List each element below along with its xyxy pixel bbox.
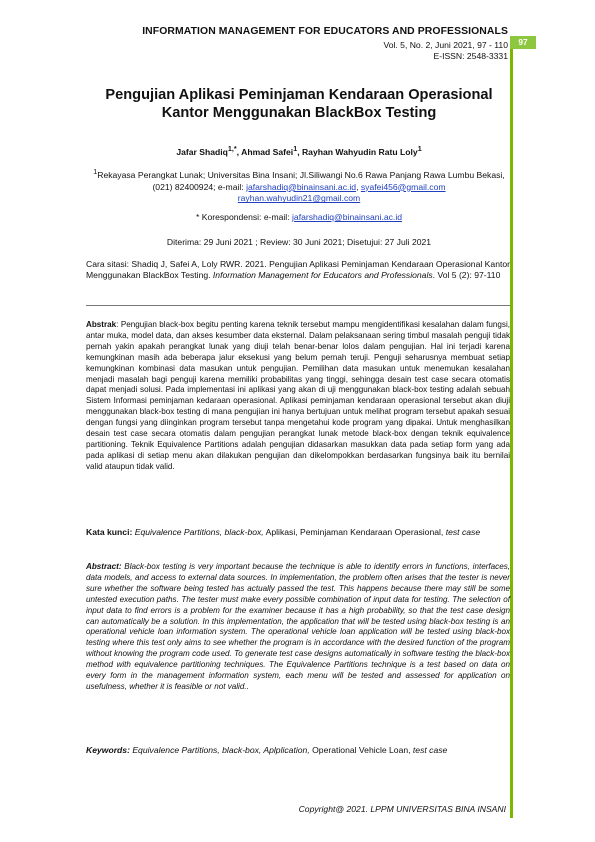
kata-kunci-italic: Equivalence Partitions, black-box, xyxy=(132,527,264,537)
kata-kunci-label: Kata kunci: xyxy=(86,527,133,537)
citation xyxy=(86,259,510,282)
paper-title-line-1: Pengujian Aplikasi Peminjaman Kendaraan Operasional xyxy=(105,87,493,103)
abstract-english xyxy=(86,562,510,693)
keywords-plain: Operational Vehicle Loan, xyxy=(309,745,411,755)
kata-kunci-italic-2: test case xyxy=(443,527,481,537)
paper-title-line-2: Kantor Menggunakan BlackBox Testing xyxy=(161,105,437,121)
author-name: Jafar Shadiq xyxy=(176,146,228,157)
citation-text: Cara sitasi: Shadiq J, Safei A, Loly RWR. 2021. Pengujian Aplikasi Peminjaman Kendaraan Operasional Kantor Menggunakan BlackBox Testing. xyxy=(86,259,510,281)
footer-copyright: Copyright@ 2021. LPPM UNIVERSITAS BINA INSANI xyxy=(298,804,506,814)
email-link[interactable]: jafarshadiq@binainsani.ac.id xyxy=(246,181,357,192)
abstrak-label: Abstrak xyxy=(86,320,117,329)
accent-bar xyxy=(510,49,513,818)
abstrak xyxy=(86,320,510,473)
journal-title: INFORMATION MANAGEMENT FOR EDUCATORS AND PROFESSIONALS xyxy=(142,26,508,37)
divider xyxy=(86,305,510,306)
abstract-label: Abstract: xyxy=(86,562,122,571)
keywords-label: Keywords: xyxy=(86,745,130,755)
abstrak-text: : Pengujian black-box begitu penting karena teknik tersebut mampu mengidentifikasi kesalahan dalam fungsi, antar muka, model data, dan akses kesumber data eksternal. Dalam pelaksanaan sering timbul masalah penguji tidak pernah yakin apakah perangkat lunak yang diuji telah benar-benar lolos dalam pengujian. Hal ini terjadi karena kemungkinan masih ada beberapa jalur eksekusi yang belum pernah teruji. Penguji seharusnya membuat setiap kemungkinan kombinasi data masukan untuk pengujian. Pemilihan data masukan untuk menemukan kesalahan menjadi masalah bagi penguji karena memiliki probabilitas yang tinggi, sehingga desain test case secara otomatis dapat menjadi solusi. Pada implementasi ini aplikasi yang akan di uji menggunakan black-box testing adalah sebuah Sistem Informasi peminjaman kedaraan operasional. Aplikasi peminjaman kendaraan operasional tersebut akan diuji menggunakan black-box testing di mana pengujian ini hanya bertujuan untuk melihat program tersebut apakah sesuai dengan fungsi yang diinginkan program tersebut tanpa mengetahui kode program yang dipakai. Untuk menghasilkan desain test case secara otomatis dalam pengujian perangkat lunak metode black-box dengan teknik equivalence partitioning. Teknik Equivalence Partitions adalah pengujian didasarkan masukkan data pada setiap form yang ada pada aplikasi di setiap menu akan dilakukan pengujian dan dikelompokkan berdasarkan fungsinya baik itu bernilai valid ataupun tidak valid. xyxy=(86,320,510,471)
submission-dates: Diterima: 29 Juni 2021 ; Review: 30 Juni 2021; Disetujui: 27 Juli 2021 xyxy=(166,237,432,247)
author-affiliation-mark: 1,* xyxy=(227,145,237,153)
email-link[interactable]: rayhan.wahyudin21@gmail.com xyxy=(237,193,361,204)
keywords-italic: Equivalence Partitions, black-box, Aplplication, xyxy=(129,745,310,755)
author-affiliation-mark: 1 xyxy=(417,145,422,153)
email-link[interactable]: syafei456@gmail.com xyxy=(360,181,446,192)
author-name: Rayhan Wahyudin Ratu Loly xyxy=(301,146,418,157)
affiliation xyxy=(90,167,508,205)
author-affiliation-mark: 1 xyxy=(293,145,298,153)
affiliation-mark: 1 xyxy=(93,168,98,176)
email-separator: , xyxy=(356,181,361,192)
paper-title xyxy=(70,86,528,122)
correspondence-label: * Korespondensi: e-mail: xyxy=(195,212,292,222)
citation-tail: . Vol 5 (2): 97-110 xyxy=(432,270,501,281)
author-name: Ahmad Safei xyxy=(241,146,294,157)
affiliation-text: Rekayasa Perangkat Lunak; Universitas Bina Insani; Jl.Siliwangi No.6 Rawa Panjang Rawa Lumbu Bekasi, (021) 82400924; e-mail: xyxy=(97,169,505,192)
journal-eissn: E-ISSN: 2548-3331 xyxy=(433,51,508,61)
keywords-italic-2: test case xyxy=(410,745,448,755)
kata-kunci-plain: Aplikasi, Peminjaman Kendaraan Operasional, xyxy=(263,527,444,537)
kata-kunci xyxy=(86,527,510,538)
correspondence-email-link[interactable]: jafarshadiq@binainsani.ac.id xyxy=(292,212,403,222)
keywords-english xyxy=(86,745,510,756)
citation-journal: Information Management for Educators and Professionals xyxy=(212,270,433,281)
page-number-badge: 97 xyxy=(510,36,536,49)
correspondence xyxy=(90,212,508,222)
author-list: Jafar Shadiq$^{1,*}$, Ahmad Safei$^1$, Rayhan Wahyudin Ratu Loly$^1$ xyxy=(176,145,422,157)
journal-volume: Vol. 5, No. 2, Juni 2021, 97 - 110 xyxy=(383,40,508,50)
abstract-text: Black-box testing is very important because the technique is able to identify errors in functions, interfaces, data models, and access to external data sources. In implementation, the problem often arises that the tester is never sure whether the software being tested has actually passed the test. This happens because there may still be some untested execution paths. The tester must make every possible combination of input data for testing. The selection of input data to find errors is a problem for the examiner because it has a high probability, so that the test case design can automatically be a solution. In this implementation, the application that will be tested using black-box testing is an operational vehicle loan information system. The operational vehicle loan application will be tested using black-box testing where this test only aims to see whether the program is in accordance with the desired function of the program without knowing the program code used. To generate test case designs automatically in software testing the black-box method with equivalence partitioning techniques. The Equivalence Partitions technique is a test based on data on every form in the management information system, each menu will be tested and assessed for application on usefulness, whether it is feasible or not valid.. xyxy=(86,562,510,691)
